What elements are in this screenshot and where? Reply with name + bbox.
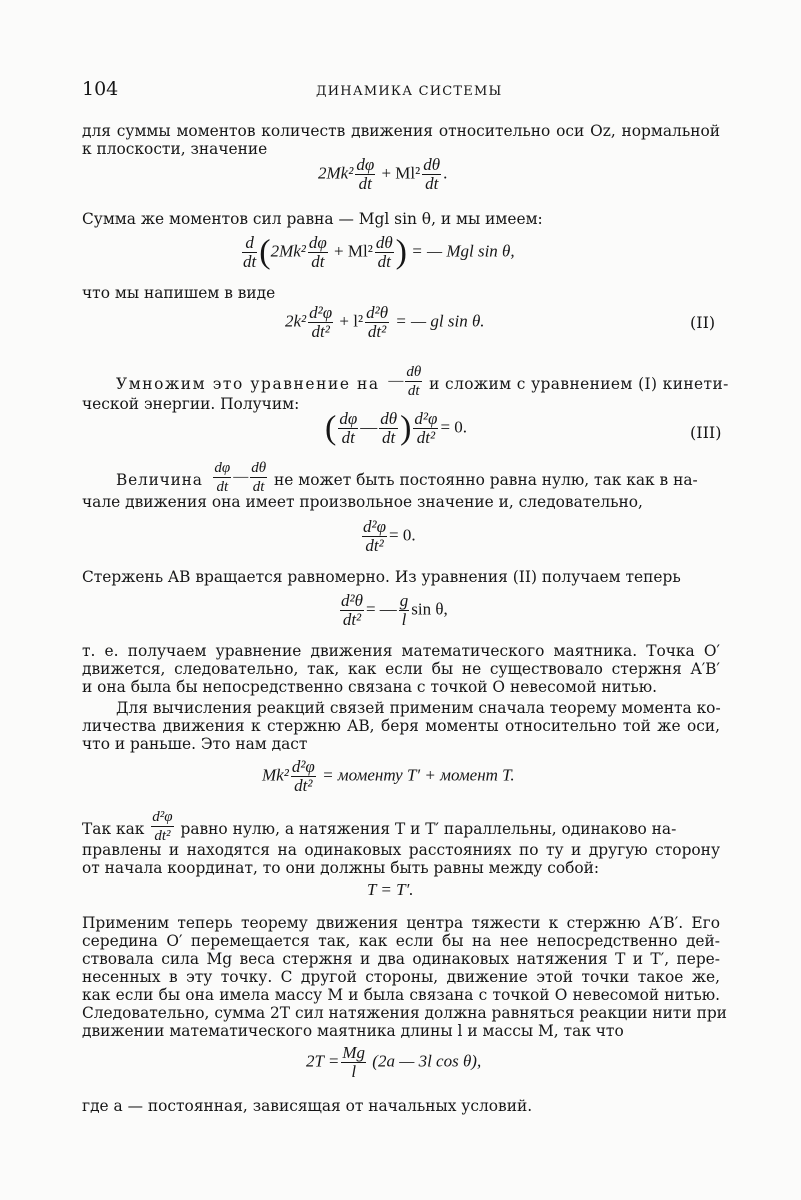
text-line: Следовательно, сумма 2T сил натяжения должна равняться реакции нити при bbox=[82, 1004, 727, 1022]
text-line: как если бы она имела массу M и была связана с точкой O невесомой нитью. bbox=[82, 986, 720, 1004]
running-title: ДИНАМИКА СИСТЕМЫ bbox=[316, 84, 503, 99]
text-line: Так как $\frac{\text{d²φ}}{\text{dt²}}$ равно нулю, а натяжения T и T′ параллельны, одинаково на- bbox=[82, 809, 677, 844]
text-line: ческой энергии. Получим: bbox=[82, 395, 300, 413]
equation-moment-derivative: $\frac{d}{dt}$ (2Mk² $\frac{d\varphi}{dt}$ + Ml² $\frac{d\theta}{dt}$ ) = — Mgl sin θ, bbox=[243, 233, 515, 271]
text-line: Стержень AB вращается равномерно. Из уравнения (II) получаем теперь bbox=[82, 568, 681, 586]
equation-total-tension: 2T = $\frac{Mg}{l}$ (2a — 3l cos θ), bbox=[306, 1043, 482, 1081]
text-line: т. е. получаем уравнение движения математического маятника. Точка O′ bbox=[82, 642, 720, 660]
text-line: для суммы моментов количеств движения относительно оси Oz, нормальной bbox=[82, 122, 720, 140]
text-line: что и раньше. Это нам даст bbox=[82, 735, 308, 753]
text-line: Для вычисления реакций связей применим сначала теорему момента ко- bbox=[116, 699, 721, 717]
text-line: и она была бы непосредственно связана с точкой O невесомой нитью. bbox=[82, 678, 658, 696]
text-line: Умножим это уравнение на — $\frac{d\theta}{dt}$ и сложим с уравнением (I) кинети- bbox=[116, 364, 729, 399]
equation-II: 2k² $\frac{\text{d²φ}}{\text{dt²}}$ + l² $\frac{\text{d²θ}}{\text{dt²}}$ = — gl sin θ. bbox=[285, 303, 485, 341]
text-line: где a — постоянная, зависящая от начальных условий. bbox=[82, 1097, 533, 1115]
equation-moments: Mk² $\frac{\text{d²φ}}{\text{dt²}}$ = моменту T′ + момент T. bbox=[262, 757, 515, 795]
text-line: несенных в эту точку. С другой стороны, движение этой точки такое же, bbox=[82, 968, 720, 986]
page-number: 104 bbox=[82, 78, 119, 100]
text-line: движении математического маятника длины l и массы M, так что bbox=[82, 1022, 624, 1040]
text-line: от начала координат, то они должны быть равны между собой: bbox=[82, 859, 600, 877]
equation-number: (II) bbox=[690, 313, 716, 332]
text-line: к плоскости, значение bbox=[82, 140, 268, 158]
text-line: что мы напишем в виде bbox=[82, 284, 276, 302]
text-line: середина O′ перемещается так, как если бы на нее непосредственно дей- bbox=[82, 932, 720, 950]
text-line: Применим теперь теорему движения центра тяжести к стержню A′B′. Его bbox=[82, 914, 720, 932]
equation-pendulum: $\frac{\text{d²θ}}{\text{dt²}}$ = — $\frac{g}{l}$ sin θ, bbox=[341, 591, 448, 629]
equation-number: (III) bbox=[690, 423, 722, 442]
text-line: Величина $\frac{d\varphi}{dt}$ — $\frac{d\theta}{dt}$ не может быть постоянно равна нулю, так как в на- bbox=[116, 460, 698, 495]
text-line: движется, следовательно, так, как если бы не существовало стержня A′B′ bbox=[82, 660, 720, 678]
text-line: личества движения к стержню AB, беря моменты относительно той же оси, bbox=[82, 717, 720, 735]
equation-III: ( $\frac{d\varphi}{dt}$ — $\frac{d\theta}{dt}$ ) $\frac{\text{d²φ}}{\text{dt²}}$ = 0. bbox=[325, 409, 468, 447]
text-line: правлены и находятся на одинаковых расстояниях по ту и другую сторону bbox=[82, 841, 720, 859]
equation-tension-equal: T = T′. bbox=[367, 880, 414, 899]
equation-zero: $\frac{\text{d²φ}}{\text{dt²}}$ = 0. bbox=[363, 517, 416, 555]
equation-momentum: 2Mk² $\frac{d\varphi}{dt}$ + Ml² $\frac{d\theta}{dt}$ . bbox=[318, 155, 448, 193]
text-line: чале движения она имеет произвольное значение и, следовательно, bbox=[82, 493, 643, 511]
text-line: Сумма же моментов сил равна — Mgl sin θ, и мы имеем: bbox=[82, 210, 543, 228]
text-line: ствовала сила Mg веса стержня и два одинаковых натяжения T и T′, пере- bbox=[82, 950, 720, 968]
